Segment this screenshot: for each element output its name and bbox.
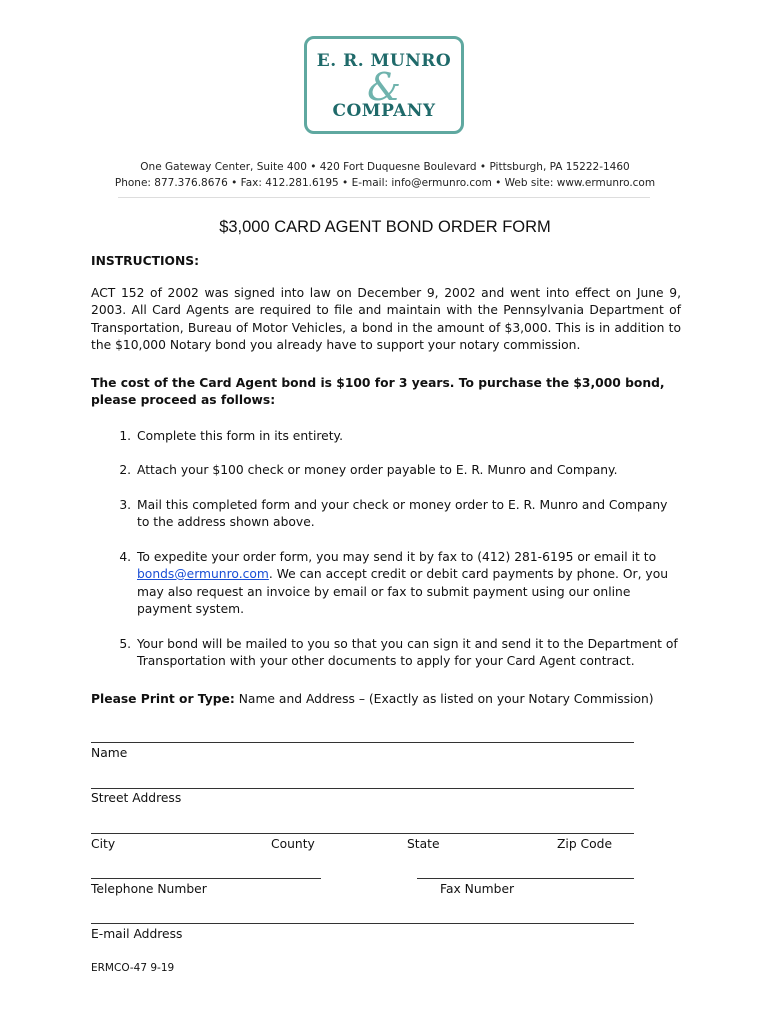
instructions-heading: INSTRUCTIONS: [91,254,200,268]
logo-line-1: E. R. MUNRO [316,51,452,71]
step-item: 1. Complete this form in its entirety. [135,428,681,446]
logo-line-2: COMPANY [332,101,436,121]
step-item: 2. Attach your $100 check or money order payable to E. R. Munro and Company. [135,462,681,480]
county-label: County [271,837,315,851]
zip-label: Zip Code [557,837,613,851]
contact-address: One Gateway Center, Suite 400 • 420 Fort Duquesne Boulevard • Pittsburgh, PA 15222-1460 [140,161,630,173]
step-item: 5. Your bond will be mailed to you so that you can sign it and send it to the Department of Transportation with your other documents to apply for your Card Agent contract. [135,636,681,671]
page-title: $3,000 CARD AGENT BOND ORDER FORM [219,218,551,236]
email-label: E-mail Address [91,927,183,941]
company-logo [304,36,464,134]
street-label: Street Address [91,791,182,805]
contact-phone: Phone: 877.376.8676 • Fax: 412.281.6195 • E-mail: info@ermunro.com • Web site: www.ermunro.com [114,177,656,189]
logo-ampersand: & [367,65,401,109]
bonds-email-link[interactable]: bonds@ermunro.com [137,567,269,581]
telephone-label: Telephone Number [91,882,207,896]
intro-paragraph: ACT 152 of 2002 was signed into law on December 9, 2002 and went into effect on June 9, 2003. All Card Agents are required to file and maintain with the Pennsylvania Department of Transportation, Bureau of Motor Vehicles, a bond in the amount of $3,000. This is in addition to the $10,000 Notary bond you already have to support your notary commission. [91,285,681,352]
step4-text-after: . We can accept credit or debit card payments by phone. Or, you may also request an invoice by email or fax to submit payment using our online payment system. [137,567,669,616]
fax-field-line[interactable] [417,878,634,879]
email-field-line[interactable] [91,923,634,924]
name-label: Name [91,746,128,760]
steps-list [91,428,681,671]
print-instruction [91,691,681,709]
print-label: Please Print or Type: [91,691,235,706]
state-label: State [407,837,440,851]
fax-label: Fax Number [440,882,515,896]
cost-statement: The cost of the Card Agent bond is $100 for 3 years. To purchase the $3,000 bond, please proceed as follows: [91,375,665,407]
telephone-field-line[interactable] [91,878,321,879]
header-divider [118,197,650,198]
step-item [135,549,681,619]
city-label: City [91,837,116,851]
print-note: Name and Address – (Exactly as listed on your Notary Commission) [234,691,654,706]
step-item: 3. Mail this completed form and your check or money order to E. R. Munro and Company to the address shown above. [135,497,681,532]
form-code: ERMCO-47 9-19 [91,962,175,974]
step4-text: To expedite your order form, you may send it by fax to (412) 281-6195 or email it to [137,549,657,564]
city-state-zip-line[interactable] [91,833,634,834]
street-field-line[interactable] [91,788,634,789]
name-field-line[interactable] [91,742,634,743]
instructions-section [91,253,681,708]
